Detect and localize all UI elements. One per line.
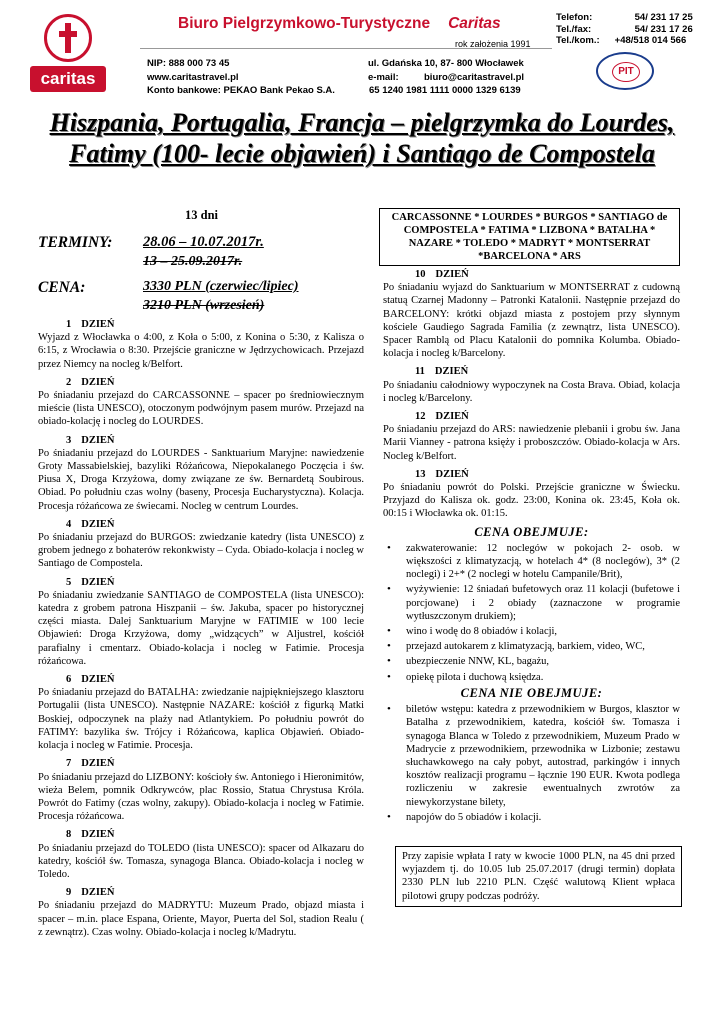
divider (140, 48, 552, 49)
day-description: Po śniadaniu przejazd do BURGOS: zwiedzanie katedry (lista UNESCO) z grobem jednego z bohaterów rekonkwisty – Cyda. Obiado-kolacja i nocleg w Santiago de Compostela. (38, 532, 364, 570)
fax: 54/ 231 17 26 (634, 23, 693, 35)
day-heading: 6 DZIEŃ (66, 674, 115, 686)
term-active: 28.06 – 10.07.2017r. (143, 234, 264, 250)
price-label: CENA: (38, 279, 86, 296)
email-label: e-mail: (368, 72, 399, 83)
contact-info (556, 12, 693, 47)
list-item: • biletów wstępu: katedra z przewodnikiem w Burgos, klasztor w Batalha z przewodnikiem, katedra, kościół św. Tomasza i synagoga Blanca w Toledo z przewodnikiem, Muzeum Prado w Madrycie z przewodnikiem, przewodnika w Lizbonie; zestawu słuchawkowego na cały pobyt, autostrad, parkingów i innych kosztów realizacji programu – łącznie 190 EUR. Kwota podlega rozliczeniu w zakresie ewentualnych zwrotów za niewykorzystane bilety, (383, 703, 680, 809)
phone-label: Telefon: (556, 12, 593, 23)
price-active: 3330 PLN (czerwiec/lipiec) (143, 279, 299, 294)
caritas-logo (30, 14, 106, 94)
letterhead (0, 0, 724, 100)
page-title: Hiszpania, Portugalia, Francja – pielgrzymka do Lourdes, Fatimy (100- lecie objawień) i Santiago de Compostela (49, 108, 675, 168)
day-heading: 12 DZIEŃ (415, 411, 469, 423)
day-heading: 2 DZIEŃ (66, 376, 115, 388)
phone: 54/ 231 17 25 (634, 12, 693, 23)
itinerary-left (38, 318, 364, 944)
day-description: Po śniadaniu przejazd do LOURDES - Sanktuarium Maryjne: nawiedzenie Groty Massabielskiej, bazyliki Różańcowa, Niepokalanego Poczęcia i św. Piusa X, Droga Krzyżowa, domy związane ze św. Bernardetą Soubirous. Obiad. Po południu czas wolny (baseny, Procesja Eucharystyczna). Kolacja. Procesja różańcowa ze świecami. Nocleg w centrum Lourdes. (38, 447, 364, 512)
day-heading: 10 DZIEŃ (415, 269, 469, 280)
day-heading: 13 DZIEŃ (415, 468, 469, 480)
day-heading: 7 DZIEŃ (66, 758, 115, 770)
list-item: • opiekę pilota i duchową księdza. (383, 671, 680, 684)
website-link[interactable]: www.caritastravel.pl (147, 72, 239, 83)
duration: 13 dni (185, 208, 219, 222)
excludes-list (383, 703, 680, 824)
list-item: • ubezpieczenie NNW, KL, bagażu, (383, 655, 680, 668)
day-heading: 11 DZIEŃ (415, 366, 469, 378)
list-item: • zakwaterowanie: 12 noclegów w pokojach 2- osob. w większości z klimatyzacją, w hotelach 4* (8 noclegów), 3* (2 noclegi) i 2+* (2 noclegi w hotelu Campanile/Brit), (383, 542, 680, 582)
nip: NIP: 888 000 73 45 (147, 58, 230, 69)
day-description: Po śniadaniu przejazd do TOLEDO (lista UNESCO): spacer od Alkazaru do katedry, kościół św. Tomasza, synagoga Blanca. Obiado-kolacja i nocleg w Toledo. (38, 842, 364, 880)
day-description: Po śniadaniu przejazd do BATALHA: zwiedzanie najpiękniejszego klasztoru Portugalii (lista UNESCO). Następnie NAZARE: kościół z figurką Matki Boskiej, odpoczynek na plaży nad Atlantykiem. Po południu powrót do FATIMY: bazylika św. Trójcy i Różańcowa, kaplica Objawień. Obiado-kolacja i nocleg w Fatimie. Procesja. (38, 687, 364, 752)
mobile: +48/518 014 566 (614, 35, 687, 46)
day-description: Po śniadaniu całodniowy wypoczynek na Costa Brava. Obiad, kolacja i nocleg k/Barcelony. (383, 379, 680, 404)
mobile-label: Tel./kom.: (556, 35, 600, 46)
day-heading: 1 DZIEŃ (66, 319, 115, 330)
org-name: Biuro Pielgrzymkowo-Turystyczne Caritas (178, 15, 501, 32)
founded-year: rok założenia 1991 (455, 39, 531, 49)
email-link[interactable]: biuro@caritastravel.pl (424, 72, 525, 83)
day-heading: 3 DZIEŃ (66, 434, 115, 446)
fax-label: Tel./fax: (556, 23, 592, 35)
list-item: • przejazd autokarem z klimatyzacją, barkiem, video, WC, (383, 640, 680, 653)
day-description: Po śniadaniu powrót do Polski. Przejście graniczne w Świecku. Przyjazd do Kalisza ok. godz. 23:00, Konina ok. 23:45, Koła ok. 00:15 i Włocławka ok. 01:15. (383, 482, 680, 520)
day-description: Po śniadaniu wyjazd do Sanktuarium w MONTSERRAT z cudowną statuą Czarnej Madonny – Patronki Katalonii. Następnie przejazd do BARCELONY: krótki objazd miasta z postojem przy słynnym kościele Gaudiego Sagrada Familia (z zewnątrz, lista UNESCO). Spacer Ramblą od Placu Katalonii do pomnika Kolumba. Obiado-kolacja i nocleg k/Barcelony. (383, 282, 680, 360)
day-heading: 4 DZIEŃ (66, 518, 115, 530)
list-item: • napojów do 5 obiadów i kolacji. (383, 811, 680, 824)
bank-account: 65 1240 1981 1111 0000 1329 6139 (369, 85, 521, 96)
cross-icon (59, 23, 77, 53)
day-heading: 8 DZIEŃ (66, 829, 115, 841)
includes-title: CENA OBEJMUJE: (474, 524, 589, 539)
day-description: Po śniadaniu przejazd do ARS: nawiedzenie plebanii i grobu św. Jana Marii Vianney - patrona księży i proboszczów. Obiado-kolacja w Ars. Nocleg k/Belfort. (383, 424, 680, 462)
logo-text: caritas (30, 66, 106, 92)
day-heading: 9 DZIEŃ (66, 887, 115, 899)
day-description: Wyjazd z Włocławka o 4:00, z Koła o 5:00, z Konina o 5:30, z Kalisza o 6:15, z Wrocławia o 8:30. Przejście graniczne w Jędrzychowicach. Przejazd przez Niemcy na nocleg k/Belfort. (38, 332, 364, 370)
day-heading: 5 DZIEŃ (66, 576, 115, 588)
itinerary-right (383, 268, 680, 826)
day-description: Po śniadaniu przejazd do MADRYTU: Muzeum Prado, objazd miasta i spacer – m.in. place Espana, Oriente, Mayor, Puerta del Sol, stadion Realu ( z zewnątrz). Czas wolny. Obiado-kolacja i nocleg k/Madrytu. (38, 900, 364, 938)
pit-logo: PIT (596, 52, 654, 90)
price-cancelled: 3210 PLN (wrzesień) (143, 298, 265, 313)
route-box: CARCASSONNE * LOURDES * BURGOS * SANTIAGO de COMPOSTELA * FATIMA * LIZBONA * BATALHA * NAZARE * TOLEDO * MADRYT * MONTSERRAT *BARCELONA * ARS (379, 208, 680, 266)
list-item: • wino i wodę do 8 obiadów i kolacji, (383, 625, 680, 638)
terms-label: TERMINY: (38, 234, 113, 251)
day-description: Po śniadaniu przejazd do CARCASSONNE – spacer po średniowiecznym mieście (lista UNESCO), otoczonym podwójnym pasem murów. Przejazd na obiado-kolację i nocleg do LOURDES. (38, 390, 364, 428)
includes-list (383, 542, 680, 684)
excludes-title: CENA NIE OBEJMUJE: (460, 685, 603, 700)
list-item: • wyżywienie: 12 śniadań bufetowych oraz 11 kolacji (bufetowe i porcjowane) i 2 obiady (zaznaczone w programie wytłuszczonym drukiem); (383, 583, 680, 623)
address: ul. Gdańska 10, 87- 800 Włocławek (368, 58, 524, 69)
day-description: Po śniadaniu zwiedzanie SANTIAGO de COMPOSTELA (lista UNESCO): katedra z grobem patrona Hiszpanii – św. Jakuba, spacer po historycznej części miasta. Dalej Sanktuarium Maryjne w FATIMIE w 100 lecie Objawień: Droga Krzyżowa, domy „widzących” w Aljustrel, kościół parafialny i cmentarz. Obiado-kolacja i nocleg w Fatimie. Procesja różańcowa. (38, 589, 364, 667)
bank-name: Konto bankowe: PEKAO Bank Pekao S.A. (147, 85, 335, 96)
payment-note: Przy zapisie wpłata I raty w kwocie 1000 PLN, na 45 dni przed wyjazdem tj. do 10.05 lub 25.07.2017 (drugi termin) dopłata 2330 PLN lub 2210 PLN. Część walutową Klient wpłaca pilotowi grupy podczas podróży. (395, 846, 682, 907)
day-description: Po śniadaniu przejazd do LIZBONY: kościoły św. Antoniego i Hieronimitów, wieża Belem, pomnik Odkrywców, plac Rossio, Statua Chrystusa Króla. Powrót do Fatimy (czas wolny, zakupy). Obiado-kolacja i nocleg w Fatimie. Procesja różańcowa. (38, 771, 364, 823)
term-cancelled: 13 – 25.09.2017r. (143, 254, 243, 269)
